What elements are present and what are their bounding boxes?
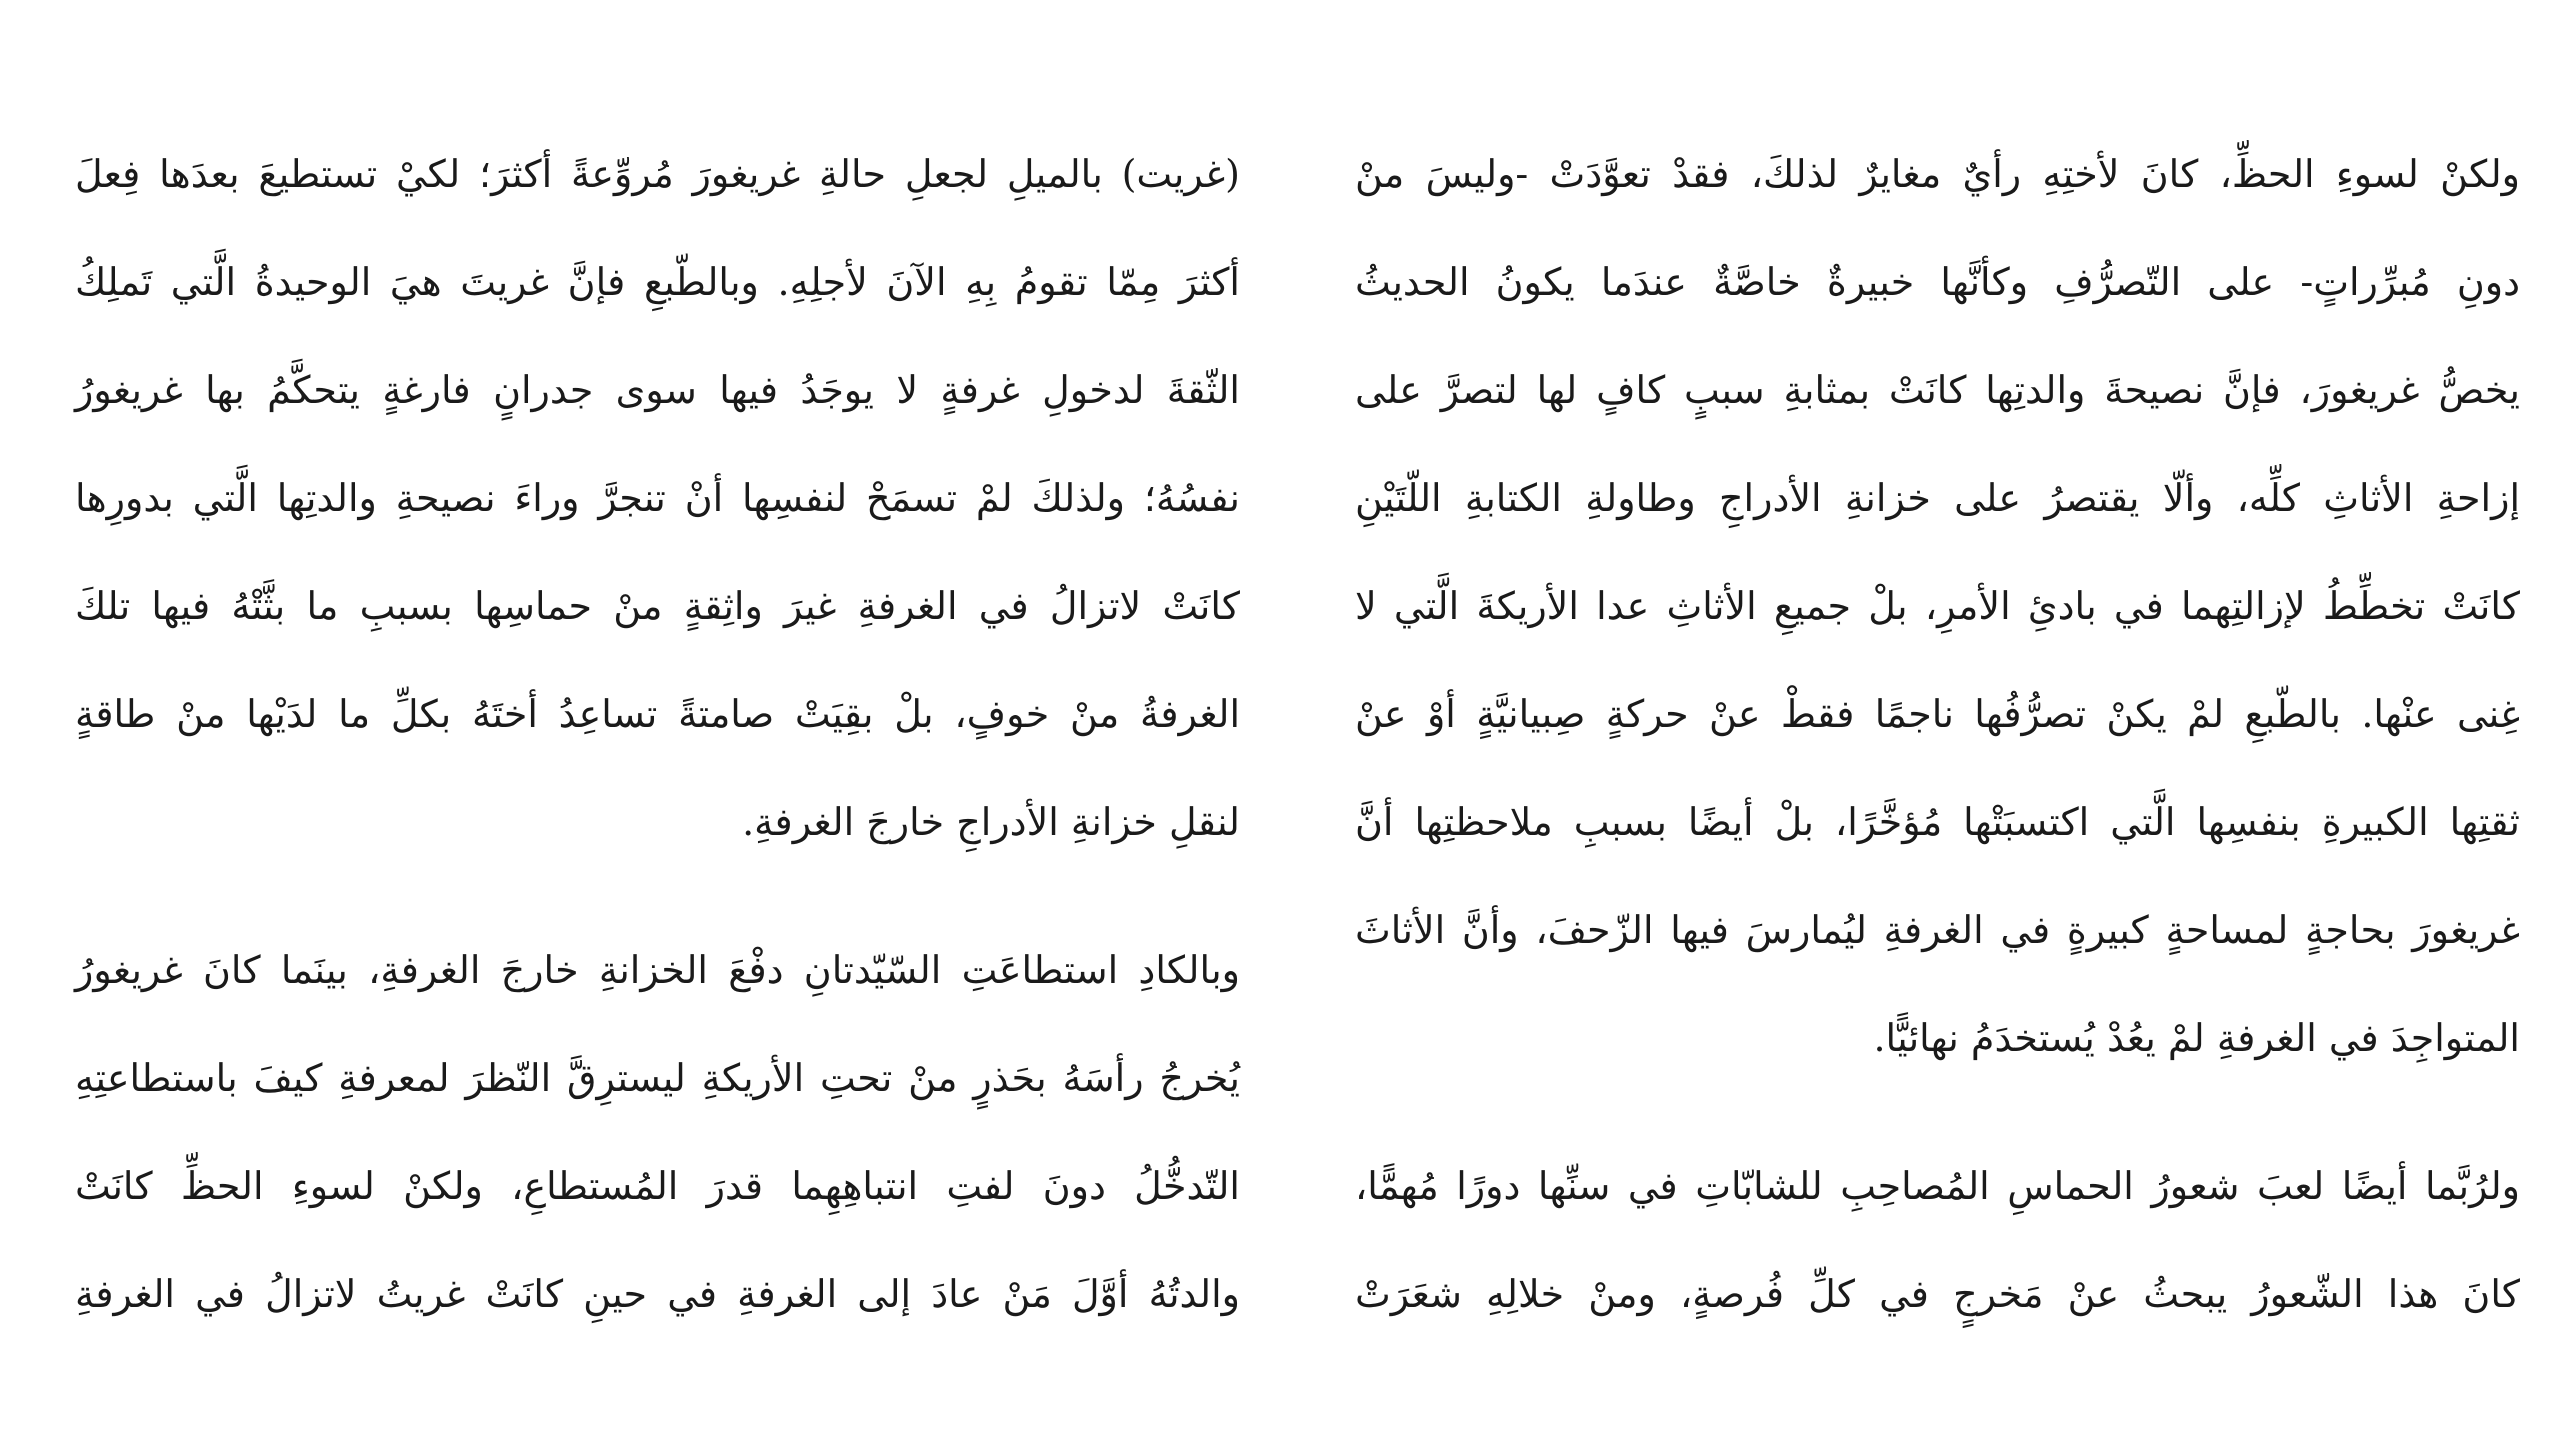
text-line: الغرفةُ منْ خوفٍ، بلْ بقِيَتْ صامتةً تساعِدُ أختَهُ بكلِّ ما لدَيْها منْ طاقةٍ	[75, 692, 1240, 736]
text-line: دونِ مُبرِّراتٍ- على التّصرُّفِ وكأنَّها خبيرةٌ خاصَّةٌ عندَما يكونُ الحديثُ	[1355, 260, 2520, 304]
text-line: نفسُهُ؛ ولذلكَ لمْ تسمَحْ لنفسِها أنْ تنجرَّ وراءَ نصيحةِ والدتِها الَّتي بدورِها	[75, 476, 1240, 520]
text-line: يُخرجُ رأسَهُ بحَذرٍ منْ تحتِ الأريكةِ ليسترِقَّ النّظرَ لمعرفةِ كيفَ باستطاعتِهِ	[75, 1056, 1240, 1100]
paragraph	[75, 916, 1240, 1348]
paragraph	[75, 120, 1240, 876]
text-line: ولرُبَّما أيضًا لعبَ شعورُ الحماسِ المُصاحِبِ للشابّاتِ في سنِّها دورًا مُهمًّا،	[1355, 1164, 2520, 1208]
text-line: المتواجِدَ في الغرفةِ لمْ يعُدْ يُستخدَمُ نهائيًّا.	[1873, 1016, 2520, 1060]
text-line: إزاحةِ الأثاثِ كلِّه، وألّا يقتصرُ على خزانةِ الأدراجِ وطاولةِ الكتابةِ اللّتَيْنِ	[1355, 476, 2520, 520]
text-line: كانَ هذا الشّعورُ يبحثُ عنْ مَخرجٍ في كلِّ فُرصةٍ، ومنْ خلالِهِ شعَرَتْ	[1355, 1272, 2520, 1316]
text-line: أكثرَ مِمّا تقومُ بِهِ الآنَ لأجلِهِ. وبالطّبعِ فإنَّ غريتَ هيَ الوحيدةُ الَّتي تَملِكُ	[75, 260, 1240, 304]
text-line: يخصُّ غريغورَ، فإنَّ نصيحةَ والدتِها كانَتْ بمثابةِ سببٍ كافٍ لها لتصرَّ على	[1355, 368, 2520, 412]
paragraph	[1355, 120, 2520, 1092]
text-line: التّدخُّلُ دونَ لفتِ انتباهِهِما قدرَ المُستطاعِ، ولكنْ لسوءِ الحظِّ كانَتْ	[75, 1164, 1240, 1208]
text-line: لنقلِ خزانةِ الأدراجِ خارجَ الغرفةِ.	[742, 800, 1240, 844]
paragraph	[1355, 1132, 2520, 1348]
text-line: الثّقةَ لدخولِ غرفةٍ لا يوجَدُ فيها سوى جدرانٍ فارغةٍ يتحكَّمُ بها غريغورُ	[75, 368, 1240, 412]
text-line: ولكنْ لسوءِ الحظِّ، كانَ لأختِهِ رأيٌ مغايرٌ لذلكَ، فقدْ تعوَّدَتْ -وليسَ منْ	[1355, 152, 2520, 196]
text-line: غريغورَ بحاجةٍ لمساحةٍ كبيرةٍ في الغرفةِ ليُمارسَ فيها الزّحفَ، وأنَّ الأثاثَ	[1355, 908, 2520, 952]
text-line: والدتُهُ أوَّلَ مَنْ عادَ إلى الغرفةِ في حينِ كانَتْ غريتُ لاتزالُ في الغرفةِ	[75, 1272, 1240, 1316]
text-line: غِنى عنْها. بالطّبعِ لمْ يكنْ تصرُّفُها ناجمًا فقطْ عنْ حركةٍ صِبيانيَّةٍ أوْ عنْ	[1355, 692, 2520, 736]
text-line: ثقتِها الكبيرةِ بنفسِها الَّتي اكتسبَتْها مُؤخَّرًا، بلْ أيضًا بسببِ ملاحظتِها أنَّ	[1355, 800, 2520, 844]
text-line: كانَتْ تخطِّطُ لإزالتِهما في بادئِ الأمرِ، بلْ جميعِ الأثاثِ عدا الأريكةَ الَّتي لا	[1355, 584, 2520, 628]
left-page	[75, 120, 1240, 1400]
text-line: كانَتْ لاتزالُ في الغرفةِ غيرَ واثِقةٍ منْ حماسِها بسببِ ما بثَّتْهُ فيها تلكَ	[75, 584, 1240, 628]
text-line: وبالكادِ استطاعَتِ السّيّدتانِ دفْعَ الخزانةِ خارجَ الغرفةِ، بينَما كانَ غريغورُ	[75, 948, 1240, 992]
text-line: (غريت) بالميلِ لجعلِ حالةِ غريغورَ مُروِّعةً أكثرَ؛ لكيْ تستطيعَ بعدَها فِعلَ	[75, 152, 1240, 196]
right-page	[1355, 120, 2520, 1400]
